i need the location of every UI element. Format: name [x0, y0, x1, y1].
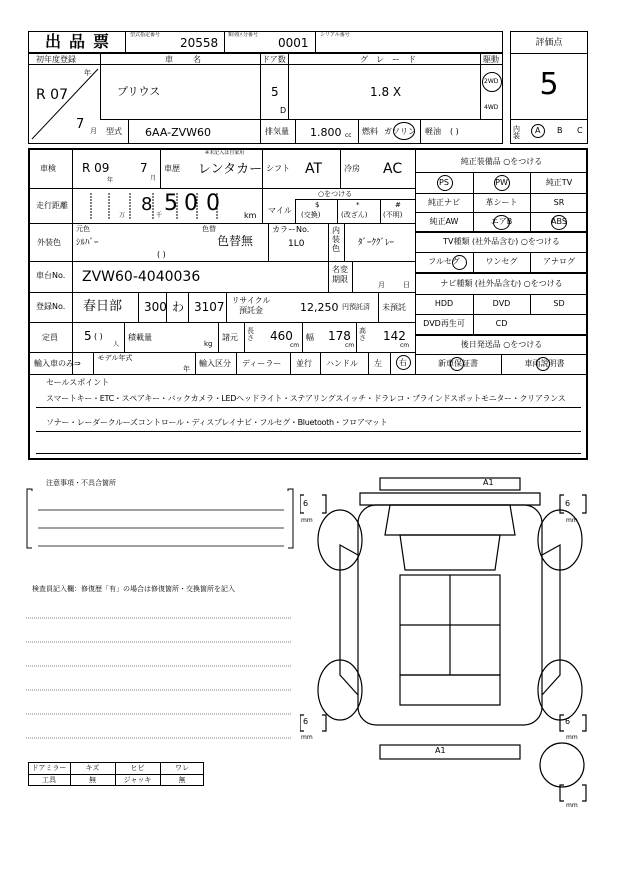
- vline: [290, 352, 291, 374]
- vline: [358, 119, 359, 144]
- import-parallel[interactable]: 並行: [296, 359, 312, 368]
- chassis-label: 車台No.: [36, 271, 66, 280]
- fuel-paren: ( ): [450, 127, 459, 136]
- mileage-digit-2: 0: [184, 191, 198, 216]
- vline: [262, 188, 263, 223]
- navi-hdd[interactable]: HDD: [434, 299, 454, 308]
- vline: [195, 352, 196, 374]
- color-no-label: カラーNo.: [272, 225, 310, 234]
- shift-label: シフト: [266, 164, 290, 173]
- type-cert-number: 20558: [180, 36, 219, 50]
- vline: [344, 223, 345, 261]
- mileage-label: 走行距離: [36, 201, 68, 210]
- hline: [415, 314, 588, 315]
- later-warranty: 新車保証書: [438, 359, 478, 368]
- vline: [188, 292, 189, 322]
- hline: [28, 261, 416, 262]
- vline: [352, 261, 353, 292]
- inspection-month: 7: [140, 161, 148, 175]
- shift-value: AT: [305, 161, 323, 177]
- vline: [260, 53, 261, 144]
- inspector-lines: [26, 600, 296, 740]
- hline: [415, 231, 588, 233]
- hline: [28, 322, 416, 323]
- mirror-h-3: ヒビ: [130, 764, 145, 772]
- ac-label: 冷房: [344, 164, 360, 173]
- length-label: 長さ: [247, 327, 254, 342]
- interior-label: 内装: [513, 125, 520, 140]
- int-color: ﾀﾞｰｸｸﾞﾚｰ: [358, 238, 395, 248]
- mirror-r-2: 無: [89, 776, 96, 784]
- serial-label: シリアル番号: [320, 32, 350, 38]
- equip-genuine-navi[interactable]: 純正ナビ: [428, 198, 460, 207]
- registration-kana: わ: [172, 300, 185, 314]
- doors-value: 5: [271, 85, 279, 99]
- tire-rr: 6: [565, 717, 571, 726]
- rating-value: 5: [539, 67, 559, 102]
- tire-rr-unit: mm: [566, 734, 578, 741]
- hline: [415, 212, 588, 213]
- ac-value: AC: [383, 161, 403, 177]
- hline: [415, 334, 588, 336]
- mileage-digit-3: 0: [206, 191, 220, 216]
- diagram-rear-code: A1: [435, 746, 446, 755]
- orig-color: ｼﾙﾊﾞｰ: [76, 238, 99, 248]
- mileage-man: 8: [141, 194, 153, 215]
- sales-underline: [36, 453, 581, 454]
- handle-left[interactable]: 左: [374, 359, 382, 368]
- hline: [28, 374, 588, 375]
- vline: [268, 223, 269, 261]
- vline: [510, 119, 511, 144]
- orig-color-label: 元色: [76, 225, 90, 233]
- vline: [138, 292, 139, 322]
- tire-spare-unit: mm: [566, 802, 578, 809]
- mileage-opt-dollar[interactable]: (交換): [301, 211, 321, 219]
- chassis-value: ZVW60-4040036: [82, 269, 201, 285]
- vline: [480, 53, 481, 119]
- vline: [124, 322, 125, 352]
- color-change: 色替無: [217, 234, 254, 248]
- recycle-label: リサイクル預託金: [231, 296, 271, 315]
- equip-pw: PW: [495, 178, 508, 187]
- color-change-paren: ( ): [157, 250, 166, 259]
- vline: [244, 322, 245, 352]
- handle-right: 右: [399, 358, 407, 367]
- vline: [390, 352, 391, 374]
- vline: [93, 352, 94, 374]
- tv-oneseg[interactable]: ワンセグ: [485, 257, 518, 266]
- dims-label: 諸元: [222, 333, 238, 342]
- model-label: 型式: [106, 127, 122, 136]
- history-value: レンタカー: [198, 162, 263, 177]
- mileage-circle-note: ○をつける: [318, 190, 353, 198]
- vline: [378, 292, 379, 322]
- hline: [295, 199, 415, 200]
- mileage-digit-1: 5: [164, 191, 178, 216]
- navi-title: ナビ種類 (社外品含む) ○をつける: [440, 279, 563, 288]
- inspection-month-unit: 月: [150, 175, 157, 182]
- displacement-value: 1.800: [310, 126, 342, 139]
- model-year-label: モデル年式: [97, 354, 133, 362]
- drive-4wd: 4WD: [484, 104, 499, 111]
- vline: [328, 261, 329, 292]
- mileage-opt-star[interactable]: (改ざん): [341, 211, 368, 219]
- hline: [415, 252, 588, 253]
- inspection-year-unit: 年: [107, 177, 114, 184]
- navi-sd[interactable]: SD: [553, 299, 565, 308]
- height-value: 142: [383, 329, 406, 343]
- tv-fullseg: フルセグ: [428, 257, 460, 266]
- doors-label: ドア数: [262, 55, 286, 64]
- vline: [262, 148, 263, 188]
- capacity-label: 定員: [42, 333, 58, 342]
- mileage-opt-hash-sym: #: [395, 201, 401, 209]
- model-year-unit: 年: [183, 365, 190, 373]
- sales-underline: [36, 431, 581, 432]
- vline: [295, 199, 296, 223]
- handle-label: ハンドル: [326, 359, 358, 368]
- registration-area: 春日部: [83, 299, 123, 314]
- sales-label: セールスポイント: [46, 378, 110, 387]
- mileage-opt-star-sym: *: [356, 201, 360, 209]
- vline: [302, 322, 303, 352]
- tire-fr: 6: [565, 499, 571, 508]
- load-unit: kg: [204, 340, 213, 348]
- vline: [368, 352, 369, 374]
- length-value: 460: [270, 329, 293, 343]
- vline: [340, 148, 341, 188]
- hline: [415, 172, 588, 173]
- equip-genuine-aw[interactable]: 純正AW: [429, 217, 459, 226]
- hline: [28, 292, 416, 293]
- type-cert-label: 型式指定番号: [130, 32, 161, 38]
- interior-a: A: [535, 126, 541, 135]
- vline: [328, 223, 329, 261]
- later-manual: 車両説明書: [524, 359, 565, 368]
- vline: [295, 119, 296, 144]
- vline: [320, 352, 321, 374]
- car-diagram: [300, 475, 600, 805]
- hline: [510, 119, 588, 120]
- navi-dvd[interactable]: DVD: [492, 299, 511, 308]
- mileage-man-unit: 万: [119, 212, 126, 219]
- diagram-front-code: A1: [483, 478, 494, 487]
- load-label: 積載量: [128, 333, 152, 342]
- hline: [28, 774, 204, 775]
- drive-2wd: 2WD: [484, 78, 499, 85]
- equip-ps: PS: [439, 178, 449, 187]
- width-value: 178: [328, 329, 351, 343]
- interior-b: B: [557, 126, 563, 135]
- import-dealer[interactable]: ディーラー: [242, 359, 282, 368]
- tire-fr-unit: mm: [566, 517, 578, 524]
- door-d: D: [280, 106, 287, 115]
- width-label: 幅: [306, 333, 314, 342]
- import-class-label: 輸入区分: [199, 359, 231, 368]
- model-value: 6AA-ZVW60: [145, 126, 212, 139]
- color-change-label: 色替: [202, 225, 216, 233]
- fuel-label: 燃料: [362, 127, 378, 136]
- vline: [236, 352, 237, 374]
- mileage-opt-mile[interactable]: マイル: [268, 206, 292, 215]
- tire-fl: 6: [303, 499, 309, 508]
- mirror-h-4: ワレ: [175, 764, 189, 772]
- equip-abs: ABS: [551, 217, 567, 226]
- hline: [415, 294, 588, 295]
- vline: [420, 119, 421, 144]
- tire-rl: 6: [303, 717, 309, 726]
- history-label: 車歴: [164, 164, 180, 173]
- vline: [166, 292, 167, 322]
- vline: [218, 322, 219, 352]
- tire-rl-unit: mm: [301, 734, 313, 741]
- registration-number: 3107: [194, 300, 225, 314]
- inspection-label: 車検: [40, 164, 56, 173]
- capacity-paren: ( ): [94, 332, 103, 341]
- vline: [356, 322, 357, 352]
- mirror-h-1: ドアミラー: [31, 764, 67, 772]
- tv-title: TV種類 (社外品含む) ○をつける: [443, 237, 560, 246]
- cc-unit: cc: [345, 132, 352, 139]
- recycle-unit: 円預託済: [342, 303, 370, 311]
- hline: [28, 352, 416, 353]
- equip-sr[interactable]: SR: [553, 198, 565, 207]
- vline: [100, 53, 101, 119]
- width-unit: cm: [345, 342, 355, 349]
- inspector-note: 検査員記入欄：修復歴「有」の場合は修復箇所・交換箇所を記入: [32, 585, 235, 593]
- dvd-cd[interactable]: CD: [495, 319, 508, 328]
- mileage-opt-dollar-sym: $: [315, 201, 320, 209]
- rating-label: 評価点: [535, 38, 563, 48]
- vline: [288, 53, 289, 119]
- int-color-label: 内装色: [332, 226, 340, 253]
- vline: [380, 199, 381, 223]
- sales-underline: [36, 407, 581, 408]
- first-reg-label: 初年度登録: [36, 55, 76, 64]
- mileage-km: km: [244, 211, 257, 220]
- hline: [100, 119, 503, 120]
- mileage-sen-unit: 千: [156, 212, 163, 219]
- displacement-label: 排気量: [265, 127, 289, 136]
- first-reg-year-unit: 年: [84, 69, 91, 77]
- mileage-opt-hash[interactable]: (不明): [383, 211, 403, 219]
- class-label: 類別区分番号: [228, 32, 259, 38]
- name-change-label: 名変期限: [332, 265, 348, 284]
- color-no: 1L0: [288, 239, 305, 249]
- drive-label: 駆動: [483, 55, 499, 64]
- vline: [226, 292, 227, 322]
- genuine-title: 純正装備品 ○をつける: [460, 157, 543, 166]
- capacity-value: 5: [84, 329, 92, 343]
- length-unit: cm: [290, 342, 300, 349]
- equip-leather[interactable]: 革シート: [485, 198, 518, 207]
- tv-analog[interactable]: アナログ: [543, 257, 575, 266]
- rating-divider: [510, 53, 588, 54]
- vline: [128, 119, 129, 144]
- mirror-r-4: 無: [178, 776, 186, 784]
- vline: [160, 148, 161, 188]
- car-name-label: 車名: [165, 55, 221, 64]
- hline: [415, 272, 588, 274]
- first-reg-month: 7: [76, 117, 85, 132]
- first-reg-year: R 07: [36, 87, 68, 103]
- grade-value: 1.8 X: [370, 85, 402, 99]
- grade-label: グレード: [360, 55, 424, 64]
- name-change-day: 日: [403, 281, 410, 289]
- dvd-playable[interactable]: DVD再生可: [423, 319, 465, 328]
- hline: [28, 223, 416, 224]
- recycle-value: 12,250: [300, 301, 339, 314]
- inspection-year: R 09: [82, 161, 110, 175]
- history-note: ※未記入は自家用: [205, 150, 245, 156]
- equip-genuine-tv[interactable]: 純正TV: [545, 178, 573, 187]
- registration-label: 登録No.: [36, 302, 66, 311]
- height-label: 高さ: [359, 327, 366, 342]
- recycle-unpaid[interactable]: 未預託: [382, 303, 406, 312]
- tire-fl-unit: mm: [301, 517, 313, 524]
- serial-cell: [315, 31, 316, 53]
- vline: [337, 199, 338, 223]
- car-name: プリウス: [117, 85, 161, 98]
- equip-airbag: エアB: [490, 217, 513, 226]
- registration-class: 300: [144, 300, 167, 314]
- class-number: 0001: [278, 36, 309, 50]
- hline: [415, 193, 588, 194]
- later-title: 後日発送品 ○をつける: [460, 340, 543, 349]
- sales-line-2: ソナー・レーダークルーズコントロール・ディスプレイナビ・フルセグ・Bluetooth・フロアマット: [46, 418, 388, 427]
- first-reg-month-unit: 月: [90, 127, 97, 135]
- color-label: 外装色: [37, 238, 61, 247]
- fuel-gasoline: ガソリン: [384, 127, 416, 136]
- height-unit: cm: [400, 342, 410, 349]
- interior-c: C: [577, 126, 583, 135]
- import-label: 輸入車のみ⇒: [34, 359, 81, 368]
- name-change-month: 月: [378, 281, 385, 289]
- mirror-r-3: ジャッキ: [123, 776, 152, 784]
- mirror-r-1: 工具: [42, 776, 56, 784]
- capacity-unit: 人: [113, 341, 120, 348]
- form-title: 出品票: [45, 32, 118, 51]
- fuel-light-oil: 軽油: [425, 127, 441, 136]
- vline: [72, 148, 73, 374]
- mirror-h-2: キズ: [85, 764, 100, 772]
- sales-line-1: スマートキー・ETC・スペアキー・バックカメラ・LEDヘッドライト・ステアリングスイッチ・ドラレコ・ブラインドスポットモニター・クリアランス: [46, 394, 566, 403]
- notes-title: 注意事項・不具合箇所: [46, 479, 116, 487]
- notes-bracket: [26, 488, 296, 568]
